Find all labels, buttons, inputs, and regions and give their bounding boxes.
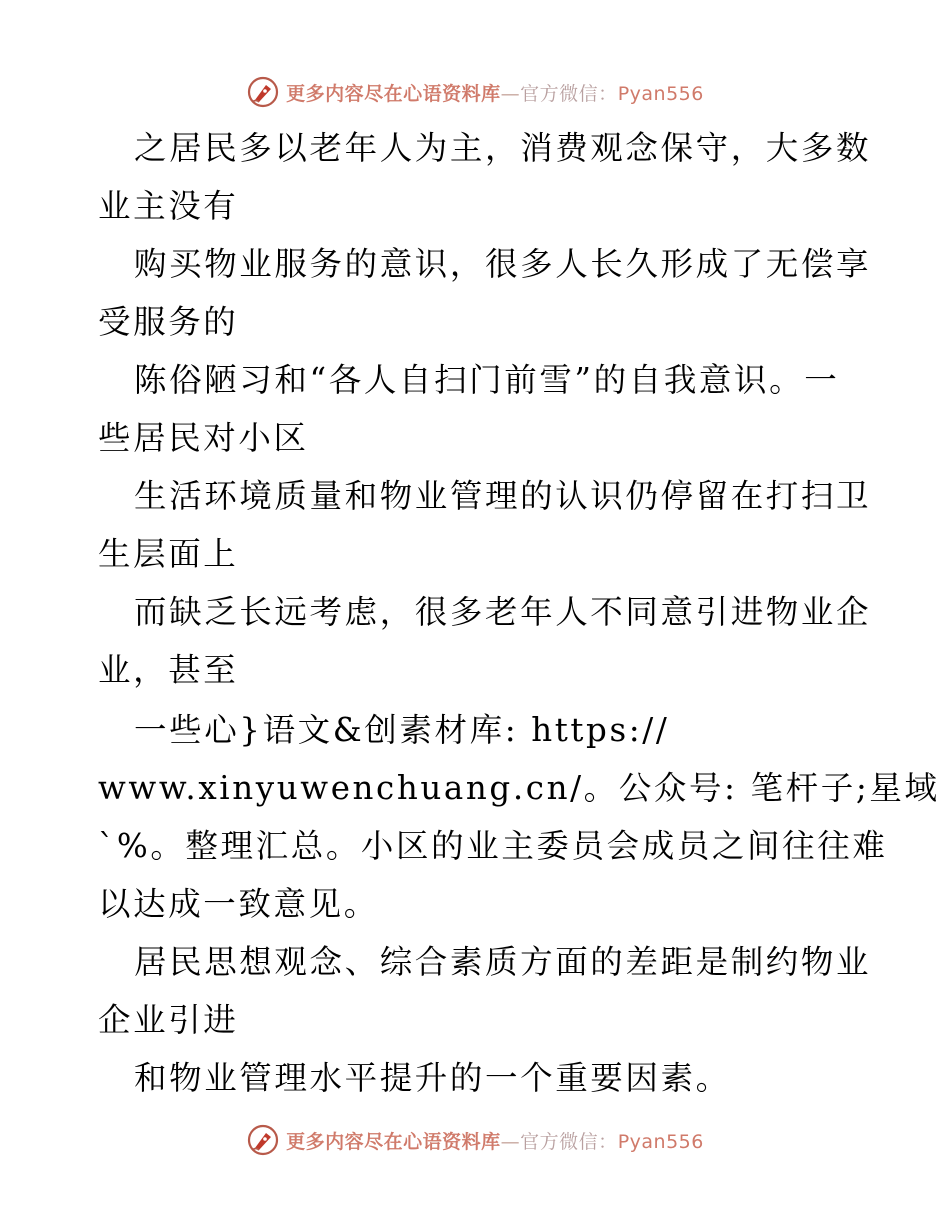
body-line: 业，甚至 xyxy=(98,651,239,689)
header-banner xyxy=(0,72,950,112)
body-line: 居民思想观念、综合素质方面的差距是制约物业 xyxy=(134,943,872,981)
body-line: 陈俗陋习和“各人自扫门前雪”的自我意识。一 xyxy=(134,361,840,399)
banner-title: 更多内容尽在心语资料库 xyxy=(286,82,501,105)
banner-wechat-label: 官方微信： xyxy=(520,1130,618,1153)
banner-wechat-id: Pyan556 xyxy=(617,82,704,105)
banner-text xyxy=(286,1127,704,1154)
banner-dash: — xyxy=(500,1130,521,1153)
body-line: 而缺乏长远考虑，很多老年人不同意引进物业企 xyxy=(134,593,872,631)
body-line: 业主没有 xyxy=(98,187,239,225)
body-line: 些居民对小区 xyxy=(98,419,309,457)
body-line: 生活环境质量和物业管理的认识仍停留在打扫卫 xyxy=(134,477,872,515)
banner-title: 更多内容尽在心语资料库 xyxy=(286,1130,501,1153)
banner-dash: — xyxy=(500,82,521,105)
body-line: 购买物业服务的意识，很多人长久形成了无偿享 xyxy=(134,245,872,283)
banner-wechat-id: Pyan556 xyxy=(617,1130,704,1153)
body-line: 企业引进 xyxy=(98,1001,239,1039)
body-line: 一些心}语文&创素材库: https:// xyxy=(134,711,670,749)
body-line: 受服务的 xyxy=(98,303,239,341)
body-line: 以达成一致意见。 xyxy=(98,885,379,923)
body-line: `%。整理汇总。小区的业主委员会成员之间往往难 xyxy=(98,827,888,865)
pen-nib-logo-icon xyxy=(246,75,280,109)
body-line: www.xinyuwenchuang.cn/。公众号: 笔杆子;星域 xyxy=(98,769,940,807)
body-line: 生层面上 xyxy=(98,535,239,573)
body-line: 和物业管理水平提升的一个重要因素。 xyxy=(134,1059,731,1097)
banner-text xyxy=(286,79,704,106)
body-line: 之居民多以老年人为主，消费观念保守，大多数 xyxy=(134,129,872,167)
pen-nib-logo-icon xyxy=(246,1123,280,1157)
banner-wechat-label: 官方微信： xyxy=(520,82,618,105)
footer-banner xyxy=(0,1120,950,1160)
